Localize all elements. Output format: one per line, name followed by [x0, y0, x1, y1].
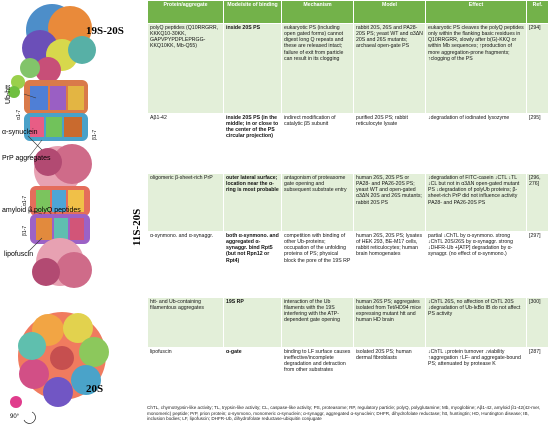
cell-effect: ↓ChTL 26S, no affection of ChTL 20S ↓degradation of Ub-IκBα IB do not affect PS activity — [426, 298, 527, 348]
cell-mechanism: eukaryotic PS (including open gated forms) cannot digest long Q repeats and these are released intact; failure of exit from particle can result in its clogging — [282, 24, 354, 114]
cell-site: inside 20S PS (in the middle; in or close to the center of the PS circular projection) — [224, 114, 282, 174]
table-row — [148, 174, 549, 232]
cell-ref: [294] — [527, 24, 549, 114]
label-beta-ring-1: β1-7 — [92, 129, 98, 140]
cell-effect: eukaryotic PS cleaves the polyQ peptides only within the flanking basic residues in Q10RRGRR, slowly after b(G)-KKQ or within Mb sequences; ↑production of more aggregation-prone fragments; ↑clogging of the PS — [426, 24, 527, 114]
cell-protein: lipofuscin — [148, 348, 224, 393]
header-effect: Effect — [426, 1, 527, 24]
cell-ref: [287] — [527, 348, 549, 393]
cell-effect: ↓degradation of FITC-casein ↓CTL ↓TL ↓CL but not in α3ΔN open-gated mutant PS ↓degradation of polyUb proteins; β-sheet-rich PrP did not influence activity PA28- and PA26-20S PS — [426, 174, 527, 232]
header-model: Model — [354, 1, 426, 24]
label-prp-aggregates: PrP aggregates — [2, 155, 51, 162]
cell-mechanism: competition with binding of other Ub-proteins; occupation of the unfolding proteins of PS; physical block the pore of the 19S RP — [282, 232, 354, 298]
label-rotation-90: 90° — [10, 414, 20, 420]
cell-effect: ↓ChTL ↓protein turnover ↓viability ↑aggregation ↑LF- and aggregate-bound PS; attenuated by protease K — [426, 348, 527, 393]
cell-model: purified 20S PS; rabbit reticulocyte lysate — [354, 114, 426, 174]
cell-effect: partial ↓ChTL by α-synmono. strong ↓ChTL 20S/26S by α-synaggr. strong ↓DHFR-Ub +[ATP] degradation by α-synaggr. (no effect of α-synmono.) — [426, 232, 527, 298]
cell-ref: [295] — [527, 114, 549, 174]
cell-protein: oligomeric β-sheet-rich PrP — [148, 174, 224, 232]
cell-mechanism: interaction of the Ub filaments with the 19S interfering with the ATP-dependent gate opening — [282, 298, 354, 348]
cell-model: human 26S, 20S PS; lysates of HEK 293, BE-M17 cells, rabbit reticulocytes; human brain homogenates — [354, 232, 426, 298]
cell-ref: [296, 276] — [527, 174, 549, 232]
cell-ref: [300] — [527, 298, 549, 348]
rotate-arrow-icon — [24, 412, 35, 423]
cell-effect: ↓degradation of iodinated lysozyme — [426, 114, 527, 174]
label-beta-ring-2: β1-7 — [22, 225, 28, 236]
label-19s-20s: 19S-20S — [86, 25, 124, 37]
cell-mechanism: antagonism of proteasome gate opening and subsequent substrate entry — [282, 174, 354, 232]
label-amyloid-polyq: amyloid β polyQ peptides — [2, 207, 81, 214]
cell-site: α-gate — [224, 348, 282, 393]
cell-site: outer lateral surface; location near the α-ring is most probable — [224, 174, 282, 232]
label-20s: 20S — [86, 383, 104, 395]
label-lipofuscin: lipofuscin — [4, 251, 34, 258]
cell-mechanism: indirect modification of catalytic β5 subunit — [282, 114, 354, 174]
table-row — [148, 24, 549, 114]
cell-protein: htt- and Ub-containing filamentous aggregates — [148, 298, 224, 348]
cell-ref: [297] — [527, 232, 549, 298]
cell-protein: Aβ1-42 — [148, 114, 224, 174]
table-row — [148, 114, 549, 174]
label-ub-htt: Ub-htt — [5, 84, 12, 104]
aggregate-table — [147, 0, 549, 393]
cell-model: isolated 20S PS; human dermal fibroblasts — [354, 348, 426, 393]
label-alpha-synuclein: α-synuclein — [2, 129, 38, 136]
header-ref: Ref. — [527, 1, 549, 24]
cell-model: human 26S PS; aggregates isolated from Tet/HD94 mice expressing mutant htt and human HD brain — [354, 298, 426, 348]
label-alpha-ring-1: α1-7 — [16, 109, 22, 120]
table-row — [148, 298, 549, 348]
proteasome-figure — [0, 0, 147, 439]
cell-mechanism: binding to LF surface causes ineffective/incomplete degradation and detraction from other substrates — [282, 348, 354, 393]
table-row — [148, 232, 549, 298]
header-mechanism: Mechanism — [282, 1, 354, 24]
cell-model: rabbit 20S, 26S and PA28-20S PS; yeast WT and α3ΔN 20S and 26S mutants; archaeal open-gate PS — [354, 24, 426, 114]
table-header-row — [148, 1, 549, 24]
cell-site: 19S RP — [224, 298, 282, 348]
cell-model: human 26S, 20S PS or PA28- and PA26-20S PS; yeast WT and open-gated α3ΔN 20S and 26S mutants; rabbit 20S PS — [354, 174, 426, 232]
header-site: Mode/site of binding — [224, 1, 282, 24]
header-protein: Protein/aggregate — [148, 1, 224, 24]
cell-protein: polyQ peptides (Q10RRGRR, KKKQ10-30KK, GAPVPYPDPLEPRGG-KKQ10KK, Mb-Q55) — [148, 24, 224, 114]
cell-site: both α-synmono. and aggregated α-synaggr. bind Rpt5 (but not Rpn12 or Rpt4) — [224, 232, 282, 298]
table-footnote: ChTL, chymotrypsin-like activity; TL, trypsin-like activity; CL, caspase-like activity; PS, proteasome; RP, regulatory particle; polyQ, polyglutamine; Mb, myoglobine; Aβ1-42, amyloid β1-42(42-mer, monomeric) peptide; PrP, prion protein; α-synmono, monomeric α-synuclein; α-synaggr, aggregated α-synuclein; DHFR, dihydrofolate reductase; htt, huntingtin; HD, Huntington disease; IB, inclusion bodies; LF, lipofuscin; DHFR-Ub, dihydrofolate reductase-ubiquitin conjugate — [147, 405, 541, 421]
cell-site: inside 20S PS — [224, 24, 282, 114]
table-row — [148, 348, 549, 393]
label-11s-20s: 11S-20S — [131, 208, 143, 246]
complex-11s-20s — [30, 144, 92, 288]
cell-protein: α-synmono. and α-synaggr. — [148, 232, 224, 298]
label-alpha-ring-2: α1-7 — [22, 195, 28, 206]
